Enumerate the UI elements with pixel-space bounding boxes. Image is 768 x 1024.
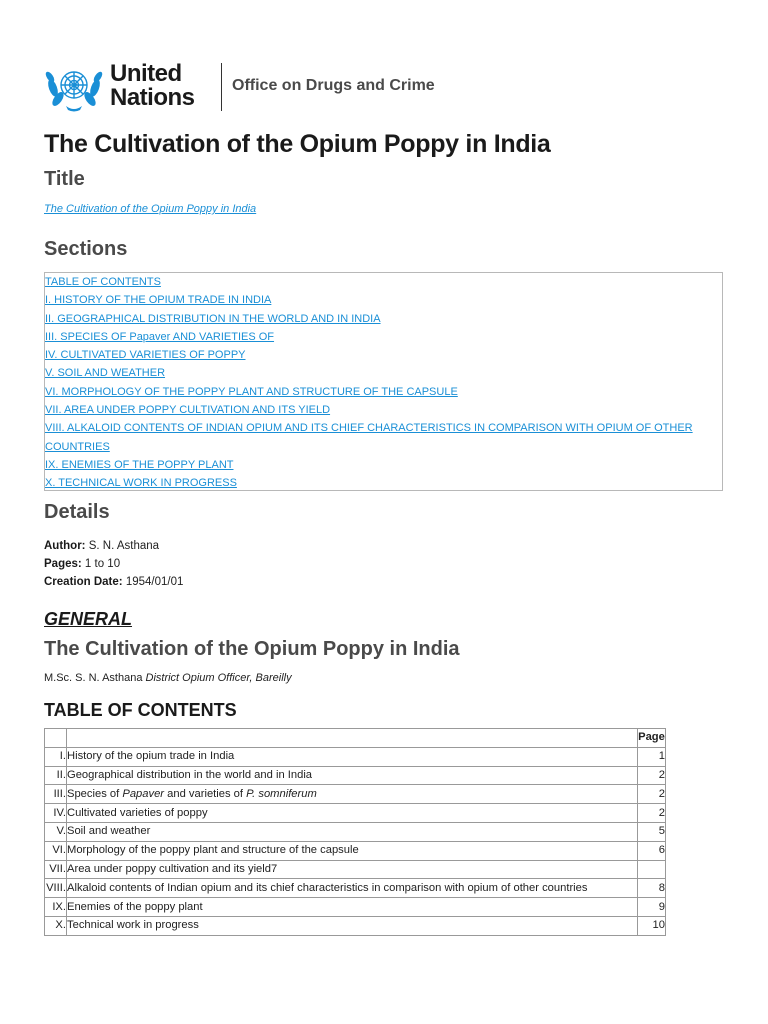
toc-row-text-part: and varieties of xyxy=(164,787,247,800)
toc-header-page: Page xyxy=(638,729,666,748)
creation-date-value: 1954/01/01 xyxy=(125,576,184,588)
un-emblem-icon[interactable] xyxy=(44,61,104,114)
toc-row xyxy=(45,898,666,917)
toc-row-page: 1 xyxy=(638,747,666,766)
details-heading: Details xyxy=(44,501,110,523)
toc-row-text xyxy=(67,785,638,804)
section-link[interactable]: X. TECHNICAL WORK IN PROGRESS xyxy=(45,477,237,490)
toc-row-page: 5 xyxy=(638,822,666,841)
toc-row xyxy=(45,879,666,898)
toc-table xyxy=(44,728,666,936)
toc-row-text: History of the opium trade in India xyxy=(67,747,638,766)
toc-row-number: VII. xyxy=(45,860,67,879)
toc-row xyxy=(45,822,666,841)
section-item xyxy=(45,291,722,309)
toc-row-text-part: P. somniferum xyxy=(246,787,317,800)
toc-row xyxy=(45,860,666,879)
toc-row-text: Cultivated varieties of poppy xyxy=(67,804,638,823)
section-link[interactable]: I. HISTORY OF THE OPIUM TRADE IN INDIA xyxy=(45,294,272,307)
toc-row-number: II. xyxy=(45,766,67,785)
title-heading: Title xyxy=(44,168,85,190)
section-item xyxy=(45,273,722,291)
section-item xyxy=(45,328,722,346)
section-link[interactable]: TABLE OF CONTENTS xyxy=(45,276,161,288)
toc-row-number: IX. xyxy=(45,898,67,917)
section-item xyxy=(45,401,722,419)
byline-role: District Opium Officer, Bareilly xyxy=(145,672,292,684)
section-link[interactable]: VI. MORPHOLOGY OF THE POPPY PLANT AND STRUCTURE OF THE CAPSULE xyxy=(45,385,458,398)
sections-heading: Sections xyxy=(44,238,128,260)
section-link[interactable]: V. SOIL AND WEATHER xyxy=(45,367,166,380)
toc-row xyxy=(45,916,666,935)
toc-row-number: VI. xyxy=(45,841,67,860)
toc-row-text-part: Species of xyxy=(67,787,123,800)
section-item xyxy=(45,346,722,364)
toc-row-text: Morphology of the poppy plant and structure of the capsule xyxy=(67,841,638,860)
pages-value: 1 to 10 xyxy=(84,558,121,570)
toc-row xyxy=(45,804,666,823)
toc-row-text: Area under poppy cultivation and its yield7 xyxy=(67,860,638,879)
toc-row-page: 2 xyxy=(638,785,666,804)
toc-row-number: V. xyxy=(45,822,67,841)
author-label: Author: xyxy=(44,540,86,552)
toc-row-number: VIII. xyxy=(45,879,67,898)
article-title: The Cultivation of the Opium Poppy in India xyxy=(44,638,460,660)
section-link[interactable]: IV. CULTIVATED VARIETIES OF POPPY xyxy=(45,349,246,362)
un-wordmark-line2: Nations xyxy=(110,84,195,111)
section-item xyxy=(45,419,722,456)
un-wordmark-line1: United xyxy=(110,60,182,87)
toc-header-num xyxy=(45,729,67,748)
toc-row-text-part: Papaver xyxy=(122,787,165,800)
toc-row-page: 9 xyxy=(638,898,666,917)
section-item xyxy=(45,364,722,382)
toc-row-number: X. xyxy=(45,916,67,935)
section-link[interactable]: VII. AREA UNDER POPPY CULTIVATION AND ITS YIELD xyxy=(45,404,331,417)
section-item xyxy=(45,456,722,474)
article-byline xyxy=(44,672,292,684)
section-link[interactable]: III. SPECIES OF Papaver AND VARIETIES OF xyxy=(45,330,275,343)
site-header xyxy=(44,60,644,116)
header-divider xyxy=(221,63,222,111)
toc-row-text: Soil and weather xyxy=(67,822,638,841)
toc-header-text xyxy=(67,729,638,748)
section-item xyxy=(45,310,722,328)
toc-row-page: 8 xyxy=(638,879,666,898)
toc-row-page: 2 xyxy=(638,804,666,823)
section-link[interactable]: VIII. ALKALOID CONTENTS OF INDIAN OPIUM AND ITS CHIEF CHARACTERISTICS IN COMPARISON WITH OPIUM OF OTHER COUNTRIES xyxy=(45,422,693,453)
toc-row-number: III. xyxy=(45,785,67,804)
byline-name: M.Sc. S. N. Asthana xyxy=(44,672,143,684)
sections-list xyxy=(44,272,723,491)
page-title: The Cultivation of the Opium Poppy in India xyxy=(44,130,551,158)
title-link[interactable]: The Cultivation of the Opium Poppy in India xyxy=(44,203,257,215)
author-row xyxy=(44,537,183,555)
toc-heading: TABLE OF CONTENTS xyxy=(44,700,237,720)
toc-row-page: 6 xyxy=(638,841,666,860)
article-category: GENERAL xyxy=(44,609,133,629)
toc-row-page: 10 xyxy=(638,916,666,935)
toc-row xyxy=(45,747,666,766)
author-value: S. N. Asthana xyxy=(88,540,160,552)
creation-date-label: Creation Date: xyxy=(44,576,123,588)
toc-row-number: IV. xyxy=(45,804,67,823)
toc-row xyxy=(45,766,666,785)
toc-row-page xyxy=(638,860,666,879)
section-link[interactable]: IX. ENEMIES OF THE POPPY PLANT xyxy=(45,458,234,471)
creation-date-row xyxy=(44,573,183,591)
un-wordmark[interactable] xyxy=(110,62,195,110)
toc-header-row xyxy=(45,729,666,748)
toc-row xyxy=(45,785,666,804)
details-block xyxy=(44,537,183,591)
section-item xyxy=(45,383,722,401)
section-item xyxy=(45,474,722,492)
toc-row-number: I. xyxy=(45,747,67,766)
toc-row-text: Alkaloid contents of Indian opium and its chief characteristics in comparison with opium of other countries xyxy=(67,879,638,898)
pages-label: Pages: xyxy=(44,558,82,570)
section-link[interactable]: II. GEOGRAPHICAL DISTRIBUTION IN THE WORLD AND IN INDIA xyxy=(45,312,381,325)
toc-row-page: 2 xyxy=(638,766,666,785)
toc-row-text: Enemies of the poppy plant xyxy=(67,898,638,917)
pages-row xyxy=(44,555,183,573)
toc-row-text: Technical work in progress xyxy=(67,916,638,935)
office-name[interactable]: Office on Drugs and Crime xyxy=(232,77,435,94)
toc-row xyxy=(45,841,666,860)
toc-row-text: Geographical distribution in the world and in India xyxy=(67,766,638,785)
